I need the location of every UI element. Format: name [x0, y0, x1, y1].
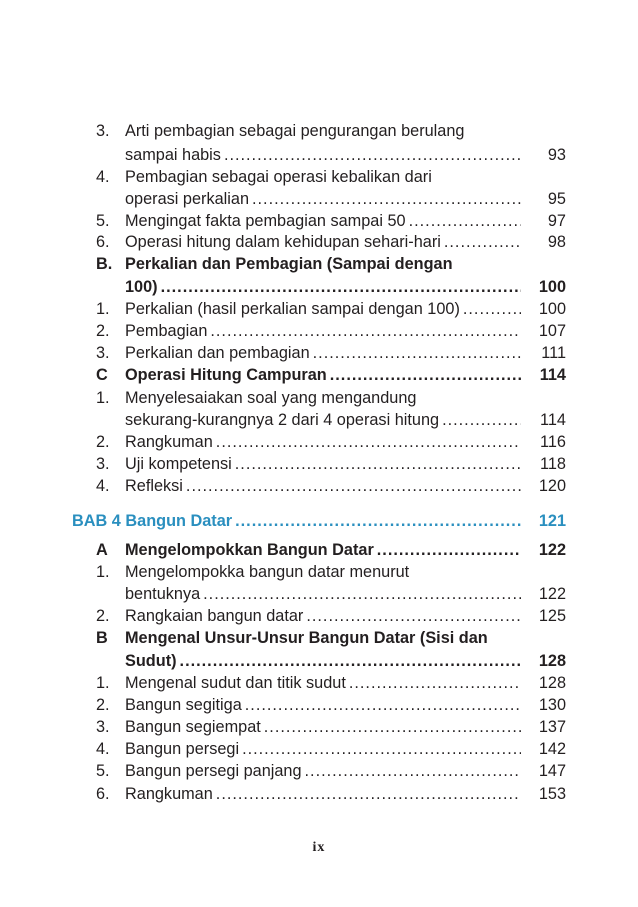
entry-number: A [96, 541, 108, 559]
entry-title: sekurang-kurangnya 2 dari 4 operasi hitung [125, 411, 440, 429]
entry-leader [125, 539, 524, 561]
entry-title: Mengelompokkan Bangun Datar [125, 541, 374, 559]
toc-entry [96, 561, 566, 583]
entry-leader [125, 231, 524, 253]
entry-title: Pembagian sebagai operasi kebalikan dari [125, 168, 432, 186]
entry-title: Refleksi [125, 477, 183, 495]
toc-section-heading [96, 276, 566, 298]
entry-number: C [96, 366, 108, 384]
entry-page: 97 [547, 212, 566, 230]
toc-entry [96, 342, 566, 364]
entry-title: Mengenal sudut dan titik sudut [125, 674, 346, 692]
entry-leader [125, 760, 524, 782]
toc-entry [96, 320, 566, 342]
entry-title: Sudut) [125, 652, 177, 670]
entry-leader [125, 144, 524, 166]
toc-section-heading [96, 650, 566, 672]
entry-page: 142 [538, 740, 566, 758]
entry-title: Rangkuman [125, 785, 213, 803]
entry-leader [72, 510, 524, 532]
toc-entry [96, 605, 566, 627]
entry-title: Perkalian (hasil perkalian sampai dengan 100) [125, 300, 460, 318]
entry-number: B [96, 629, 108, 647]
entry-number: 5. [96, 762, 110, 780]
toc-section-heading [96, 627, 566, 649]
entry-title: bentuknya [125, 585, 201, 603]
entry-leader [125, 364, 524, 386]
toc-entry [96, 298, 566, 320]
entry-page: 100 [538, 278, 566, 296]
toc-section-heading [96, 253, 566, 275]
toc-entry [96, 387, 566, 409]
entry-title: operasi perkalian [125, 190, 249, 208]
toc-entry [96, 694, 566, 716]
entry-number: 4. [96, 168, 110, 186]
entry-title: Operasi hitung dalam kehidupan sehari-hari [125, 233, 441, 251]
entry-number: 6. [96, 785, 110, 803]
entry-page: 153 [538, 785, 566, 803]
toc-entry [96, 409, 566, 431]
entry-leader [125, 672, 524, 694]
toc-entry [96, 453, 566, 475]
entry-number: 1. [96, 389, 110, 407]
entry-leader [125, 298, 524, 320]
entry-title: Menyelesaiakan soal yang mengandung [125, 389, 417, 407]
entry-number: 2. [96, 607, 110, 625]
entry-number: 3. [96, 455, 110, 473]
toc-entry [96, 738, 566, 760]
entry-leader [125, 342, 524, 364]
toc-section-heading [96, 364, 566, 386]
entry-page: 107 [538, 322, 566, 340]
entry-title: sampai habis [125, 146, 221, 164]
entry-leader [125, 605, 524, 627]
entry-leader [125, 783, 524, 805]
entry-page: 125 [538, 607, 566, 625]
entry-leader [125, 694, 524, 716]
entry-page: 128 [538, 652, 566, 670]
entry-page: 128 [538, 674, 566, 692]
entry-page: 118 [540, 455, 566, 473]
entry-number: 2. [96, 433, 110, 451]
entry-title: Bangun persegi panjang [125, 762, 302, 780]
entry-page: 114 [539, 366, 566, 384]
entry-page: 122 [538, 541, 566, 559]
entry-title: Uji kompetensi [125, 455, 232, 473]
entry-page: 111 [541, 344, 566, 362]
entry-title: Mengingat fakta pembagian sampai 50 [125, 212, 406, 230]
entry-page: 95 [547, 190, 566, 208]
entry-number: 4. [96, 477, 110, 495]
entry-number: 1. [96, 563, 110, 581]
entry-page: 98 [547, 233, 566, 251]
entry-title: Pembagian [125, 322, 208, 340]
entry-number: 3. [96, 718, 110, 736]
entry-leader [125, 453, 524, 475]
entry-title: 100) [125, 278, 158, 296]
entry-leader [125, 475, 524, 497]
entry-page: 130 [538, 696, 566, 714]
entry-number: 3. [96, 122, 110, 140]
page-number: ix [312, 840, 326, 855]
entry-leader [125, 650, 524, 672]
entry-leader [125, 210, 524, 232]
toc-entry [96, 120, 566, 142]
entry-title: Arti pembagian sebagai pengurangan berulang [125, 122, 465, 140]
entry-number: 4. [96, 740, 110, 758]
toc-entry [96, 783, 566, 805]
entry-title: Operasi Hitung Campuran [125, 366, 327, 384]
entry-leader [125, 431, 524, 453]
entry-page: 100 [538, 300, 566, 318]
entry-page: 147 [538, 762, 566, 780]
entry-page: 114 [540, 411, 566, 429]
entry-page: 116 [540, 433, 566, 451]
entry-title: Bangun persegi [125, 740, 240, 758]
entry-number: 1. [96, 674, 110, 692]
entry-page: 121 [538, 512, 566, 530]
entry-leader [125, 276, 524, 298]
entry-title: Rangkaian bangun datar [125, 607, 304, 625]
toc-entry [96, 210, 566, 232]
entry-leader [125, 738, 524, 760]
entry-number: 1. [96, 300, 110, 318]
entry-leader [125, 188, 524, 210]
toc-entry [96, 583, 566, 605]
entry-number: 2. [96, 322, 110, 340]
entry-number: 5. [96, 212, 110, 230]
entry-leader [125, 320, 524, 342]
entry-leader [125, 583, 524, 605]
toc-entry [96, 231, 566, 253]
toc-entry [96, 475, 566, 497]
entry-page: 122 [538, 585, 566, 603]
entry-title: Rangkuman [125, 433, 213, 451]
toc-entry [96, 166, 566, 188]
entry-number: 2. [96, 696, 110, 714]
entry-leader [125, 716, 524, 738]
entry-number: B. [96, 255, 113, 273]
chapter-title: BAB 4 Bangun Datar [72, 512, 233, 530]
entry-title: Mengelompokka bangun datar menurut [125, 563, 410, 581]
entry-title: Perkalian dan pembagian [125, 344, 310, 362]
toc-chapter-heading [72, 510, 566, 532]
entry-title: Perkalian dan Pembagian (Sampai dengan [125, 255, 453, 273]
entry-title: Bangun segiempat [125, 718, 261, 736]
toc-section-heading [96, 539, 566, 561]
entry-page: 137 [538, 718, 566, 736]
entry-title: Bangun segitiga [125, 696, 242, 714]
toc-entry [96, 760, 566, 782]
entry-leader [125, 409, 524, 431]
entry-page: 93 [547, 146, 566, 164]
toc-entry [96, 672, 566, 694]
entry-title: Mengenal Unsur-Unsur Bangun Datar (Sisi dan [125, 629, 488, 647]
entry-number: 3. [96, 344, 110, 362]
toc-entry [96, 144, 566, 166]
entry-page: 120 [538, 477, 566, 495]
toc-entry [96, 431, 566, 453]
toc-entry [96, 716, 566, 738]
toc-entry [96, 188, 566, 210]
entry-number: 6. [96, 233, 110, 251]
